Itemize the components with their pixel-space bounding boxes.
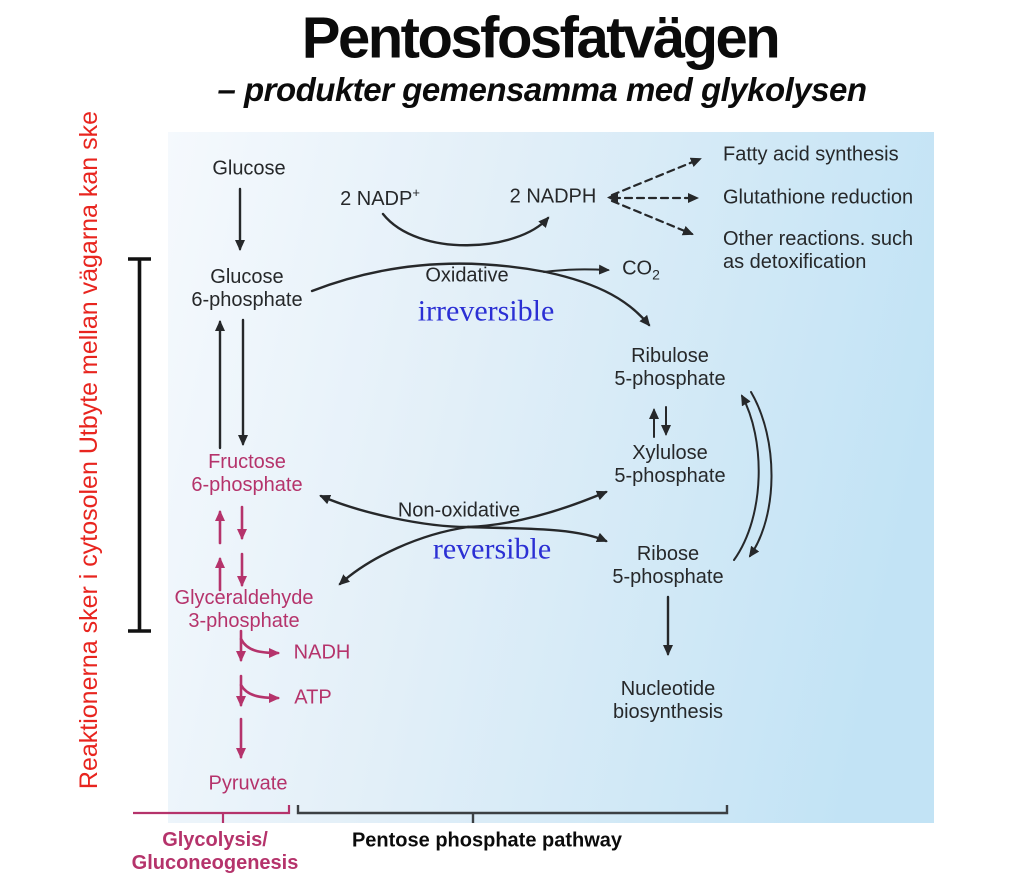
xylulose-line-2: 5-phosphate [614, 465, 726, 487]
glucose-label: Glucose [212, 157, 286, 180]
g6p-line-2: 6-phosphate [191, 289, 303, 311]
side-note-line-2: Utbyte mellan vägarna kan ske [75, 110, 103, 455]
cytosol-side-note [75, 111, 103, 789]
nadp-plus: + [412, 185, 420, 201]
fructose-6-phosphate-label [191, 451, 302, 497]
nucleotide-line-1: Nucleotide [620, 678, 716, 700]
glycolysis-footer-line-2: Gluconeogenesis [131, 852, 299, 874]
ribose-5-phosphate-label [612, 543, 723, 589]
ribulose-line-1: Ribulose [631, 345, 709, 367]
co2-label [622, 258, 660, 287]
ribulose-5-phosphate-label [614, 345, 725, 391]
nucleotide-line-2: biosynthesis [612, 701, 724, 723]
glycolysis-footer-line-1: Glycolysis/ [162, 829, 268, 851]
ribose-line-2: 5-phosphate [612, 566, 724, 588]
other-reactions-line-2: as detoxification [723, 251, 867, 273]
other-reactions-line-1: Other reactions. such [723, 228, 914, 250]
g3p-line-2: 3-phosphate [188, 610, 300, 632]
glycolysis-footer-label [132, 829, 299, 875]
glucose-6-phosphate-label [191, 266, 302, 312]
ppp-footer-label: Pentose phosphate pathway [351, 829, 623, 852]
co2-base: CO [622, 257, 653, 280]
nadh-label: NADH [293, 641, 351, 664]
f6p-line-1: Fructose [208, 451, 286, 473]
oxidative-label: Oxidative [425, 264, 509, 287]
co2-sub: 2 [652, 266, 660, 283]
ribulose-line-2: 5-phosphate [614, 368, 726, 390]
glyceraldehyde-3-phosphate-label [175, 587, 314, 633]
f6p-line-2: 6-phosphate [191, 474, 303, 496]
xylulose-5-phosphate-label [614, 442, 725, 488]
irreversible-note: irreversible [417, 294, 555, 328]
atp-label: ATP [294, 686, 332, 709]
fatty-acid-synthesis-label: Fatty acid synthesis [723, 143, 899, 166]
reversible-note: reversible [432, 532, 552, 566]
slide-subtitle: – produkter gemensamma med glykolysen [217, 71, 867, 108]
nadp-label [340, 181, 420, 211]
other-reactions-label [723, 228, 913, 274]
nadph-label: 2 NADPH [509, 185, 597, 208]
g6p-line-1: Glucose [210, 266, 284, 288]
xylulose-line-1: Xylulose [632, 442, 708, 464]
nucleotide-biosynthesis-label [613, 678, 723, 724]
nadp-base: 2 NADP [340, 187, 413, 210]
g3p-line-1: Glyceraldehyde [174, 587, 314, 609]
cytosol-span-bracket [128, 259, 151, 631]
glutathione-reduction-label: Glutathione reduction [723, 186, 914, 209]
ribose-line-1: Ribose [636, 543, 700, 565]
side-note-line-1: Reaktionerna sker i cytosolen [75, 461, 103, 790]
non-oxidative-label: Non-oxidative [397, 499, 521, 522]
pyruvate-label: Pyruvate [208, 772, 288, 795]
slide-title: Pentosfosfatvägen [301, 5, 779, 71]
